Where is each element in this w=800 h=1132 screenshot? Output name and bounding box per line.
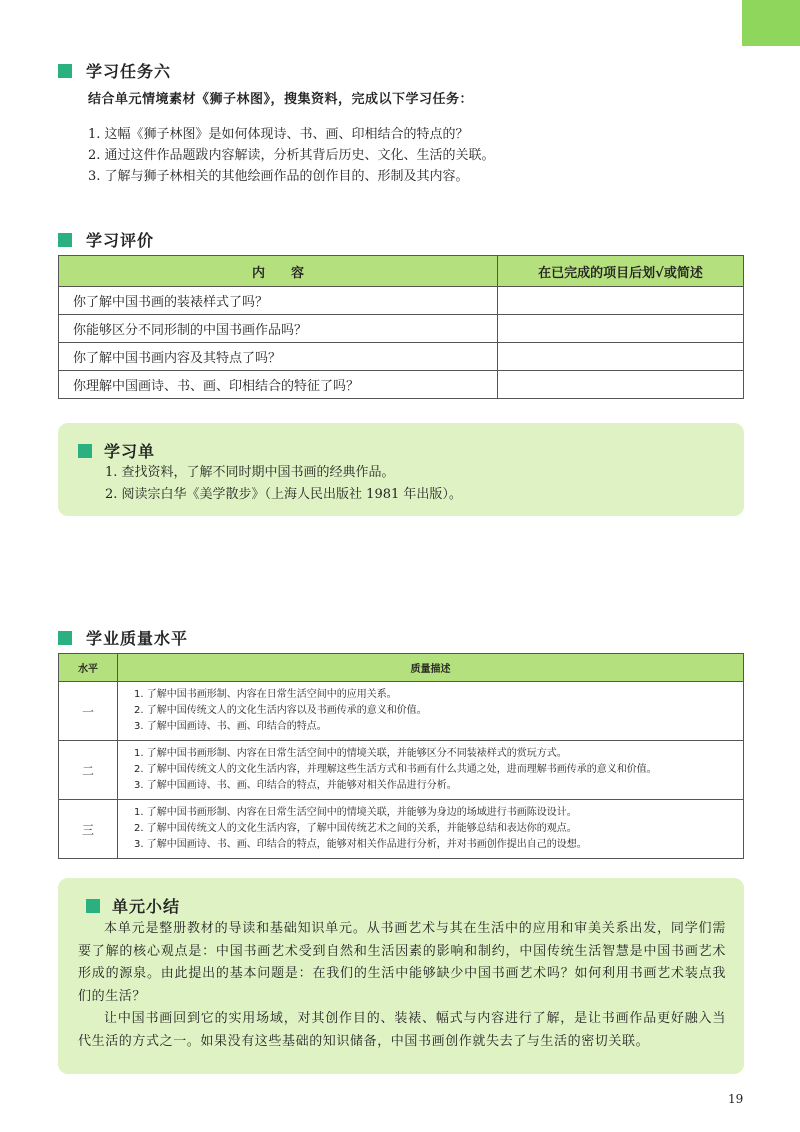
summary-heading	[86, 894, 180, 917]
study-sheet-box	[58, 423, 744, 516]
quality-header-level: 水平	[59, 654, 118, 682]
list-item: 1. 查找资料，了解不同时期中国书画的经典作品。	[105, 465, 395, 480]
summary-title: 单元小结	[112, 897, 181, 916]
quality-item: 2. 了解中国传统文人的文化生活内容以及书画传承的意义和价值。	[134, 705, 427, 716]
evaluation-header-row	[59, 256, 744, 287]
task-item: 2. 通过这件作品题跋内容解读，分析其背后历史、文化、生活的关联。	[88, 148, 495, 163]
table-row	[59, 800, 744, 859]
quality-title: 学业质量水平	[86, 629, 189, 648]
task-intro: 结合单元情境素材《狮子林图》，搜集资料，完成以下学习任务：	[88, 92, 474, 107]
summary-paragraph: 让中国书画回到它的实用场域，对其创作目的、装裱、幅式与内容进行了解，是让书画作品更好融入当代生活的方式之一。如果没有这些基础的知识储备，中国书画创作就失去了与生活的密切关联。	[78, 1011, 726, 1049]
task-section-heading	[58, 59, 171, 82]
evaluation-answer-cell[interactable]	[498, 343, 744, 371]
evaluation-question: 你了解中国书画内容及其特点了吗？	[59, 343, 498, 371]
summary-paragraph: 本单元是整册教材的导读和基础知识单元。从书画艺术与其在生活中的应用和审美关系出发，同学们需要了解的核心观点是：中国书画艺术受到自然和生活因素的影响和制约，中国传统生活智慧是中国书画艺术形成的源泉。由此提出的基本问题是：在我们的生活中能够缺少中国书画艺术吗？如何利用书画艺术装点我们的生活？	[78, 921, 726, 1004]
quality-heading	[58, 626, 188, 649]
quality-level: 三	[59, 800, 118, 859]
evaluation-title: 学习评价	[86, 231, 155, 250]
evaluation-answer-cell[interactable]	[498, 315, 744, 343]
quality-item: 1. 了解中国书画形制、内容在日常生活空间中的情境关联，并能够为身边的场域进行书画陈设设计。	[134, 807, 577, 818]
quality-header-row	[59, 654, 744, 682]
table-row	[59, 682, 744, 741]
study-sheet-list	[105, 462, 462, 506]
quality-item: 1. 了解中国书画形制、内容在日常生活空间中的情境关联，并能够区分不同装裱样式的赏玩方式。	[134, 748, 567, 759]
corner-tab-decoration	[742, 0, 800, 46]
table-row	[59, 371, 744, 399]
green-square-icon	[58, 64, 72, 78]
green-square-icon	[78, 444, 92, 458]
quality-header-desc: 质量描述	[118, 654, 744, 682]
study-sheet-title: 学习单	[104, 442, 156, 461]
green-square-icon	[58, 233, 72, 247]
task-item: 1. 这幅《狮子林图》是如何体现诗、书、画、印相结合的特点的？	[88, 127, 469, 142]
quality-item: 1. 了解中国书画形制、内容在日常生活空间中的应用关系。	[134, 689, 397, 700]
evaluation-header-content: 内 容	[59, 256, 498, 287]
quality-level: 一	[59, 682, 118, 741]
quality-item: 3. 了解中国画诗、书、画、印结合的特点，能够对相关作品进行分析，并对书画创作提出自己的设想。	[134, 839, 587, 850]
quality-item: 3. 了解中国画诗、书、画、印结合的特点。	[134, 721, 327, 732]
quality-item: 3. 了解中国画诗、书、画、印结合的特点，并能够对相关作品进行分析。	[134, 780, 457, 791]
green-square-icon	[58, 631, 72, 645]
evaluation-heading	[58, 228, 154, 251]
evaluation-question: 你了解中国书画的装裱样式了吗？	[59, 287, 498, 315]
evaluation-question: 你理解中国画诗、书、画、印相结合的特征了吗？	[59, 371, 498, 399]
evaluation-answer-cell[interactable]	[498, 287, 744, 315]
study-sheet-heading	[78, 439, 155, 462]
evaluation-header-check: 在已完成的项目后划√或简述	[498, 256, 744, 287]
evaluation-question: 你能够区分不同形制的中国书画作品吗？	[59, 315, 498, 343]
quality-description	[118, 682, 744, 741]
table-row	[59, 343, 744, 371]
list-item: 2. 阅读宗白华《美学散步》（上海人民出版社 1981 年出版）。	[105, 487, 462, 502]
evaluation-table	[58, 255, 744, 399]
evaluation-answer-cell[interactable]	[498, 371, 744, 399]
green-square-icon	[86, 899, 100, 913]
task-section-title: 学习任务六	[86, 62, 172, 81]
task-list	[88, 124, 495, 187]
table-row	[59, 287, 744, 315]
quality-item: 2. 了解中国传统文人的文化生活内容，并理解这些生活方式和书画有什么共通之处，进而理解书画传承的意义和价值。	[134, 764, 657, 775]
quality-description	[118, 741, 744, 800]
quality-table	[58, 653, 744, 859]
quality-level: 二	[59, 741, 118, 800]
table-row	[59, 315, 744, 343]
task-item: 3. 了解与狮子林相关的其他绘画作品的创作目的、形制及其内容。	[88, 169, 469, 184]
summary-text	[78, 918, 726, 1053]
quality-item: 2. 了解中国传统文人的文化生活内容，了解中国传统艺术之间的关系，并能够总结和表达你的观点。	[134, 823, 577, 834]
table-row	[59, 741, 744, 800]
summary-box	[58, 878, 744, 1074]
page-number: 19	[728, 1092, 744, 1106]
quality-description	[118, 800, 744, 859]
